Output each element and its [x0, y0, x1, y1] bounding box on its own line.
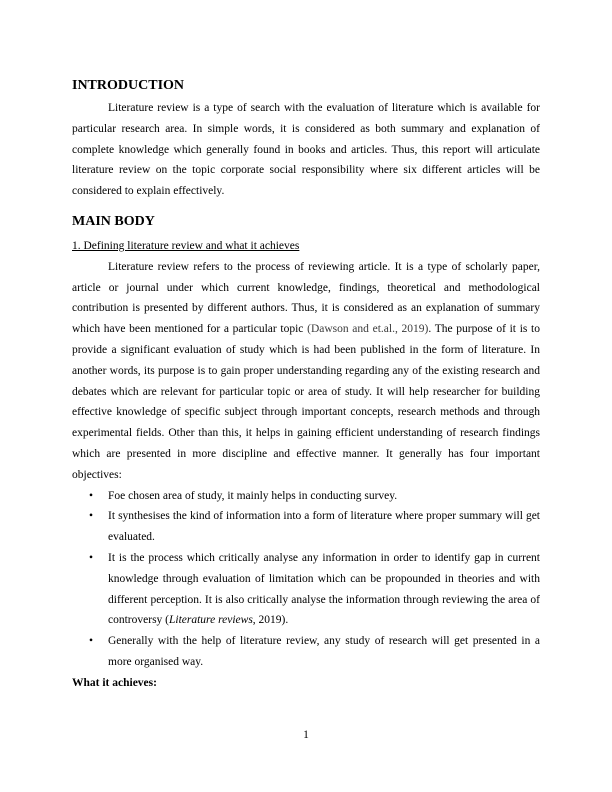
list-item-text: It is the process which critically analyse any information in order to identify gap in current knowledge through evaluation of limitation which can be propounded in theories and with different perception. It is also critically analyse the information through reviewing the area of controversy (	[108, 551, 540, 627]
bullet-icon: •	[89, 489, 94, 502]
list-item	[89, 506, 540, 548]
objectives-list	[72, 486, 540, 673]
intro-paragraph: Literature review is a type of search with the evaluation of literature which is available for particular research area. In simple words, it is considered as both summary and explanation of complete knowledge which generally found in books and articles. Thus, this report will articulate literature review on the topic corporate social responsibility where six different articles will be considered to explain effectively.	[72, 102, 540, 198]
bullet-icon: •	[89, 510, 94, 523]
bullet-icon: •	[89, 551, 94, 564]
main-body-heading: MAIN BODY	[72, 213, 155, 229]
list-item-text: It synthesises the kind of information into a form of literature where proper summary will get evaluated.	[108, 510, 540, 544]
page-number: 1	[303, 729, 309, 741]
list-item	[89, 631, 540, 673]
main-paragraph-part1: Literature review refers to the process of reviewing article. It is a type of scholarly paper, article or journal under which current knowledge, findings, theoretical and methodological contribution is presented by different authors. Thus, it is considered as an explanation of summary which have been mentioned for a particular topic	[72, 260, 540, 336]
citation-literature-reviews: Literature reviews	[169, 614, 253, 627]
section-subheading: 1. Defining literature review and what it achieves	[72, 239, 300, 252]
citation-dawson: (Dawson and et.al., 2019)	[307, 323, 429, 336]
achieves-label: What it achieves:	[72, 676, 157, 689]
main-paragraph-part2: . The purpose of it is to provide a significant evaluation of study which is had been published in the form of literature. In another words, its purpose is to gain proper understanding regarding any of the existing research and debates which are relevant for particular topic or area of study. It will help researcher for building effective knowledge of specific subject through important concepts, research methods and through experimental fields. Other than this, it helps in gaining efficient understanding of research findings which are presented in more discipline and effective manner. It generally has four important objectives:	[72, 323, 540, 481]
list-item	[89, 548, 540, 631]
intro-heading: INTRODUCTION	[72, 78, 185, 93]
list-item-text: Generally with the help of literature review, any study of research will get presented in a more organised way.	[108, 635, 540, 668]
list-item	[89, 486, 540, 507]
list-item-text-end: , 2019).	[252, 614, 289, 627]
list-item-text: Foe chosen area of study, it mainly helps in conducting survey.	[108, 489, 398, 502]
main-paragraph	[72, 257, 540, 486]
document-page	[72, 76, 540, 694]
bullet-icon: •	[89, 635, 94, 648]
